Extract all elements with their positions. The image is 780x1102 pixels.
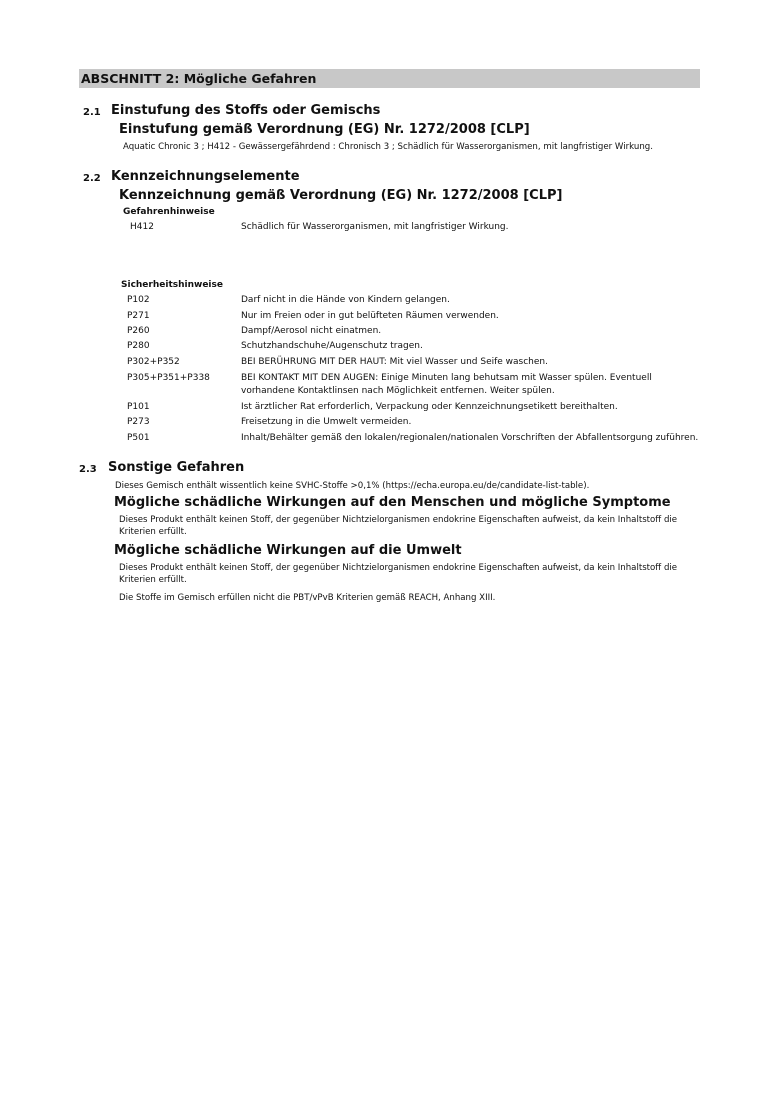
pbt-statement: Die Stoffe im Gemisch erfüllen nicht die PBT/vPvB Kriterien gemäß REACH, Anhang XIII. [119, 593, 496, 603]
precautionary-statements-label: Sicherheitshinweise [121, 280, 223, 290]
precaution-code: P260 [127, 326, 150, 336]
precaution-text: Dampf/Aerosol nicht einatmen. [241, 326, 382, 336]
precaution-code: P302+P352 [127, 357, 180, 367]
precaution-text: BEI BERÜHRUNG MIT DER HAUT: Mit viel Wasser und Seife waschen. [241, 357, 548, 367]
precaution-code: P273 [127, 417, 150, 427]
hazard-statements-label: Gefahrenhinweise [123, 207, 215, 217]
human-effects-text: Dieses Produkt enthält keinen Stoff, der gegenüber Nichtzielorganismen endokrine Eigenschaften aufweist, da kein Inhaltstoff die Kriterien erfüllt. [119, 515, 678, 537]
section-2-3-number: 2.3 [79, 464, 97, 475]
section-2-1-number: 2.1 [83, 107, 101, 118]
precaution-text: BEI KONTAKT MIT DEN AUGEN: Einige Minuten lang behutsam mit Wasser spülen. Eventuell vorhandene Kontaktlinsen nach Möglichkeit entfernen. Weiter spülen. [241, 373, 652, 396]
environment-effects-text: Dieses Produkt enthält keinen Stoff, der gegenüber Nichtzielorganismen endokrine Eigenschaften aufweist, da kein Inhaltstoff die Kriterien erfüllt. [119, 563, 678, 585]
section-title: ABSCHNITT 2: Mögliche Gefahren [81, 71, 317, 86]
hazard-code: H412 [130, 222, 154, 232]
precaution-text: Freisetzung in die Umwelt vermeiden. [241, 417, 412, 427]
section-2-2-subtitle: Kennzeichnung gemäß Verordnung (EG) Nr. 1272/2008 [CLP] [119, 188, 563, 203]
svhc-statement: Dieses Gemisch enthält wissentlich keine SVHC-Stoffe >0,1% (https://echa.europa.eu/de/candidate-list-table). [115, 481, 590, 491]
section-2-2-title: Kennzeichnungselemente [111, 169, 300, 184]
precaution-code: P305+P351+P338 [127, 373, 210, 383]
section-header-bar [79, 69, 700, 88]
precaution-code: P102 [127, 295, 150, 305]
section-2-2-number: 2.2 [83, 173, 101, 184]
precaution-text: Darf nicht in die Hände von Kindern gelangen. [241, 295, 450, 305]
precaution-code: P280 [127, 341, 150, 351]
precaution-text: Ist ärztlicher Rat erforderlich, Verpackung oder Kennzeichnungsetikett bereithalten. [241, 402, 618, 412]
human-effects-title: Mögliche schädliche Wirkungen auf den Menschen und mögliche Symptome [114, 495, 671, 510]
precaution-text: Schutzhandschuhe/Augenschutz tragen. [241, 341, 423, 351]
precaution-code: P501 [127, 433, 150, 443]
environment-effects-title: Mögliche schädliche Wirkungen auf die Umwelt [114, 543, 462, 558]
hazard-text: Schädlich für Wasserorganismen, mit langfristiger Wirkung. [241, 222, 509, 232]
precaution-text: Nur im Freien oder in gut belüfteten Räumen verwenden. [241, 311, 499, 321]
section-2-1-subtitle: Einstufung gemäß Verordnung (EG) Nr. 1272/2008 [CLP] [119, 122, 530, 137]
precaution-text: Inhalt/Behälter gemäß den lokalen/regionalen/nationalen Vorschriften der Abfallentsorgung zuführen. [241, 433, 699, 443]
section-2-1-title: Einstufung des Stoffs oder Gemischs [111, 103, 381, 118]
section-2-1-classification-text: Aquatic Chronic 3 ; H412 - Gewässergefährdend : Chronisch 3 ; Schädlich für Wasserorganismen, mit langfristiger Wirkung. [123, 142, 653, 152]
precaution-code: P101 [127, 402, 150, 412]
section-2-3-title: Sonstige Gefahren [108, 460, 245, 475]
precaution-code: P271 [127, 311, 150, 321]
